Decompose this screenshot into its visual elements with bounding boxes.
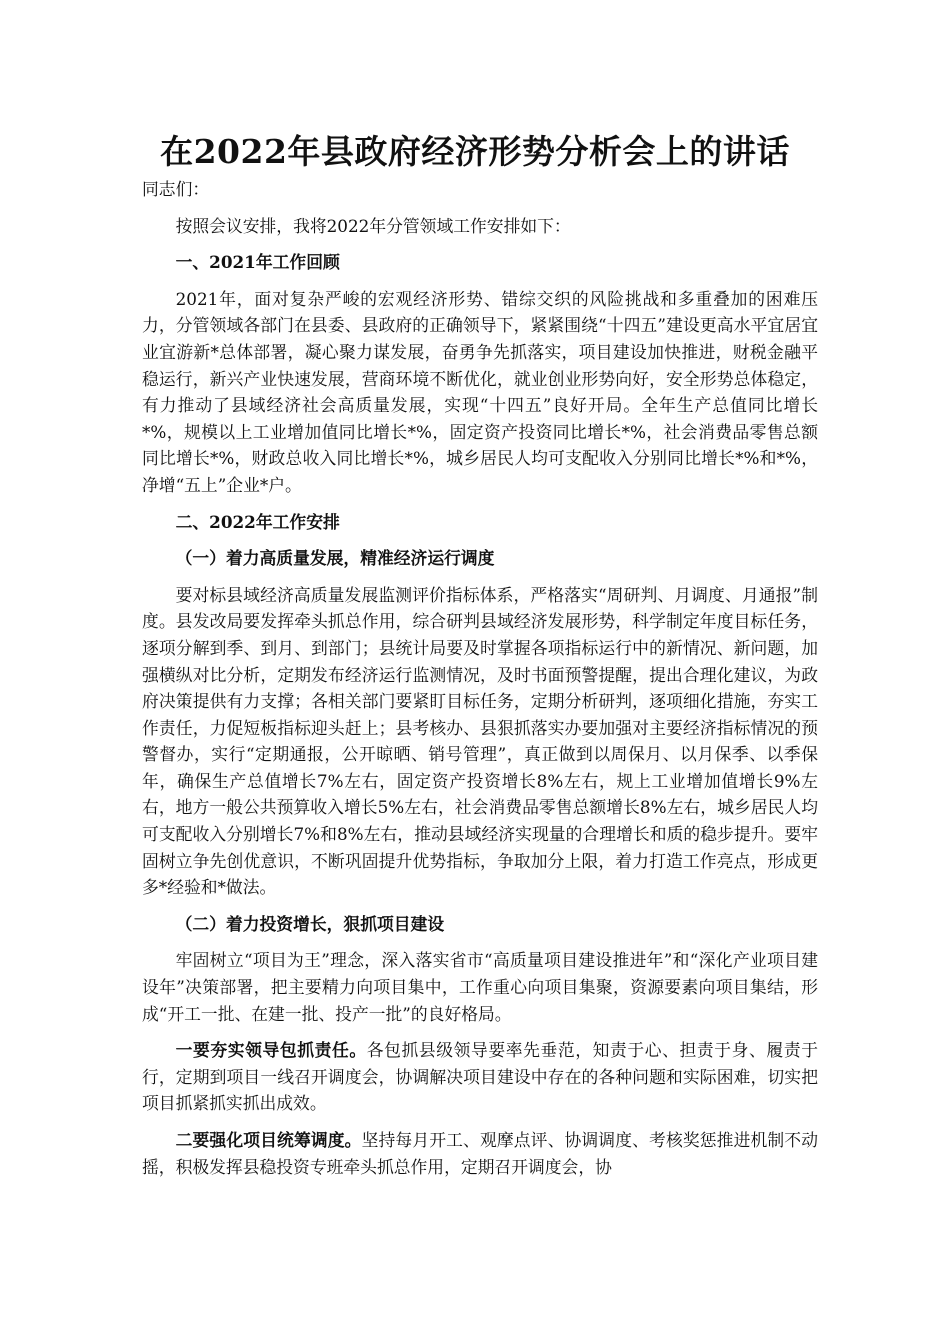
section-1-paragraph: 2021年，面对复杂严峻的宏观经济形势、错综交织的风险挑战和多重叠加的困难压力，分管领域各部门在县委、县政府的正确领导下，紧紧围绕“十四五”建设更高水平宜居宜业宜游新*总体部署，凝心聚力谋发展，奋勇争先抓落实，项目建设加快推进，财税金融平稳运行，新兴产业快速发展，营商环境不断优化，就业创业形势向好，安全形势总体稳定，有力推动了县域经济社会高质量发展，实现“十四五”良好开局。全年生产总值同比增长*%，规模以上工业增加值同比增长*%，固定资产投资同比增长*%，社会消费品零售总额同比增长*%，财政总收入同比增长*%，城乡居民人均可支配收入分别同比增长*%和*%，净增“五上”企业*户。	[142, 288, 818, 495]
point-1-paragraph	[142, 1037, 818, 1117]
document-title: 在2022年县政府经济形势分析会上的讲话	[160, 132, 790, 171]
subsection-1-heading: （一）着力高质量发展，精准经济运行调度	[175, 548, 495, 569]
section-1-heading: 一、2021年工作回顾	[175, 252, 340, 273]
point-2-paragraph	[142, 1127, 818, 1180]
intro-paragraph: 按照会议安排，我将2022年分管领域工作安排如下：	[175, 215, 571, 236]
greeting: 同志们：	[142, 179, 210, 199]
point-1-lead: 一要夯实领导包抓责任。	[175, 1040, 367, 1061]
point-2-text: 坚持每月开工、观摩点评、协调调度、考核奖惩推进机制不动摇，积极发挥县稳投资专班牵头抓总作用，定期召开调度会，协	[142, 1130, 818, 1177]
document-body	[142, 176, 818, 1190]
subsection-2-paragraph: 牢固树立“项目为王”理念，深入落实省市“高质量项目建设推进年”和“深化产业项目建设年”决策部署，把主要精力向项目集中，工作重心向项目集聚，资源要素向项目集结，形成“开工一批、在建一批、投产一批”的良好格局。	[142, 950, 818, 1024]
subsection-1-paragraph: 要对标县域经济高质量发展监测评价指标体系，严格落实“周研判、月调度、月通报”制度。县发改局要发挥牵头抓总作用，综合研判县域经济发展形势，科学制定年度目标任务，逐项分解到季、到月、到部门；县统计局要及时掌握各项指标运行中的新情况、新问题，加强横纵对比分析，定期发布经济运行监测情况，及时书面预警提醒，提出合理化建议，为政府决策提供有力支撑；各相关部门要紧盯目标任务，定期分析研判，逐项细化措施，夯实工作责任，力促短板指标迎头赶上；县考核办、县狠抓落实办要加强对主要经济指标情况的预警督办，实行“定期通报，公开晾晒、销号管理”，真正做到以周保月、以月保季、以季保年，确保生产总值增长7%左右，固定资产投资增长8%左右，规上工业增加值增长9%左右，地方一般公共预算收入增长5%左右，社会消费品零售总额增长8%左右，城乡居民人均可支配收入分别增长7%和8%左右，推动县域经济实现量的合理增长和质的稳步提升。要牢固树立争先创优意识，不断巩固提升优势指标，争取加分上限，着力打造工作亮点，形成更多*经验和*做法。	[142, 584, 818, 898]
subsection-2-heading: （二）着力投资增长，狠抓项目建设	[175, 913, 445, 934]
section-2-heading: 二、2022年工作安排	[175, 511, 340, 532]
point-1-text: 各包抓县级领导要率先垂范，知责于心、担责于身、履责于行，定期到项目一线召开调度会，协调解决项目建设中存在的各种问题和实际困难，切实把项目抓紧抓实抓出成效。	[142, 1040, 818, 1114]
point-2-lead: 二要强化项目统筹调度。	[175, 1130, 362, 1150]
